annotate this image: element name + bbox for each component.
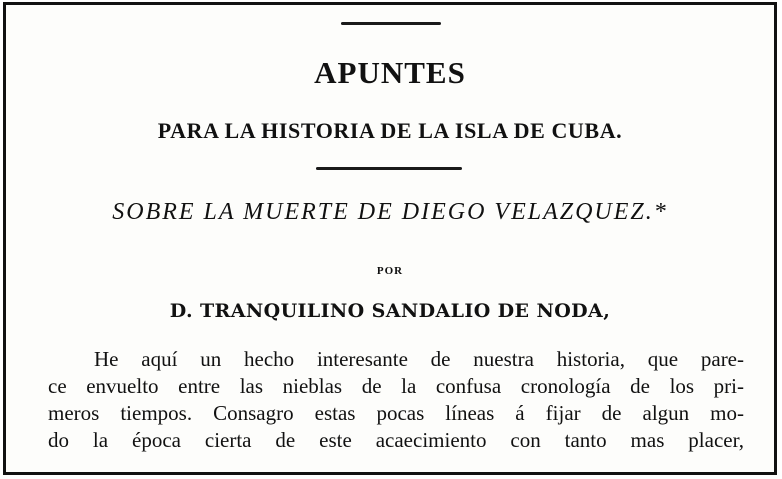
body-line: ce envuelto entre las nieblas de la confusa cronología de los pri- (48, 374, 744, 398)
page-subtitle: PARA LA HISTORIA DE LA ISLA DE CUBA. (157, 118, 623, 143)
top-ornament-rule (341, 22, 441, 25)
section-divider-rule (316, 167, 462, 170)
body-paragraph (48, 346, 744, 454)
page-title: APUNTES (314, 55, 466, 90)
body-line: He aquí un hecho interesante de nuestra historia, que pare- (94, 347, 744, 371)
document-page (3, 2, 777, 475)
author-name: D. TRANQUILINO SANDALIO DE NODA, (169, 300, 611, 322)
byline-por: POR (376, 265, 404, 277)
body-line: do la época cierta de este acaecimiento con tanto mas placer, (48, 428, 744, 452)
article-title: SOBRE LA MUERTE DE DIEGO VELAZQUEZ.* (112, 199, 668, 225)
body-line: meros tiempos. Consagro estas pocas líneas á fijar de algun mo- (48, 401, 744, 425)
